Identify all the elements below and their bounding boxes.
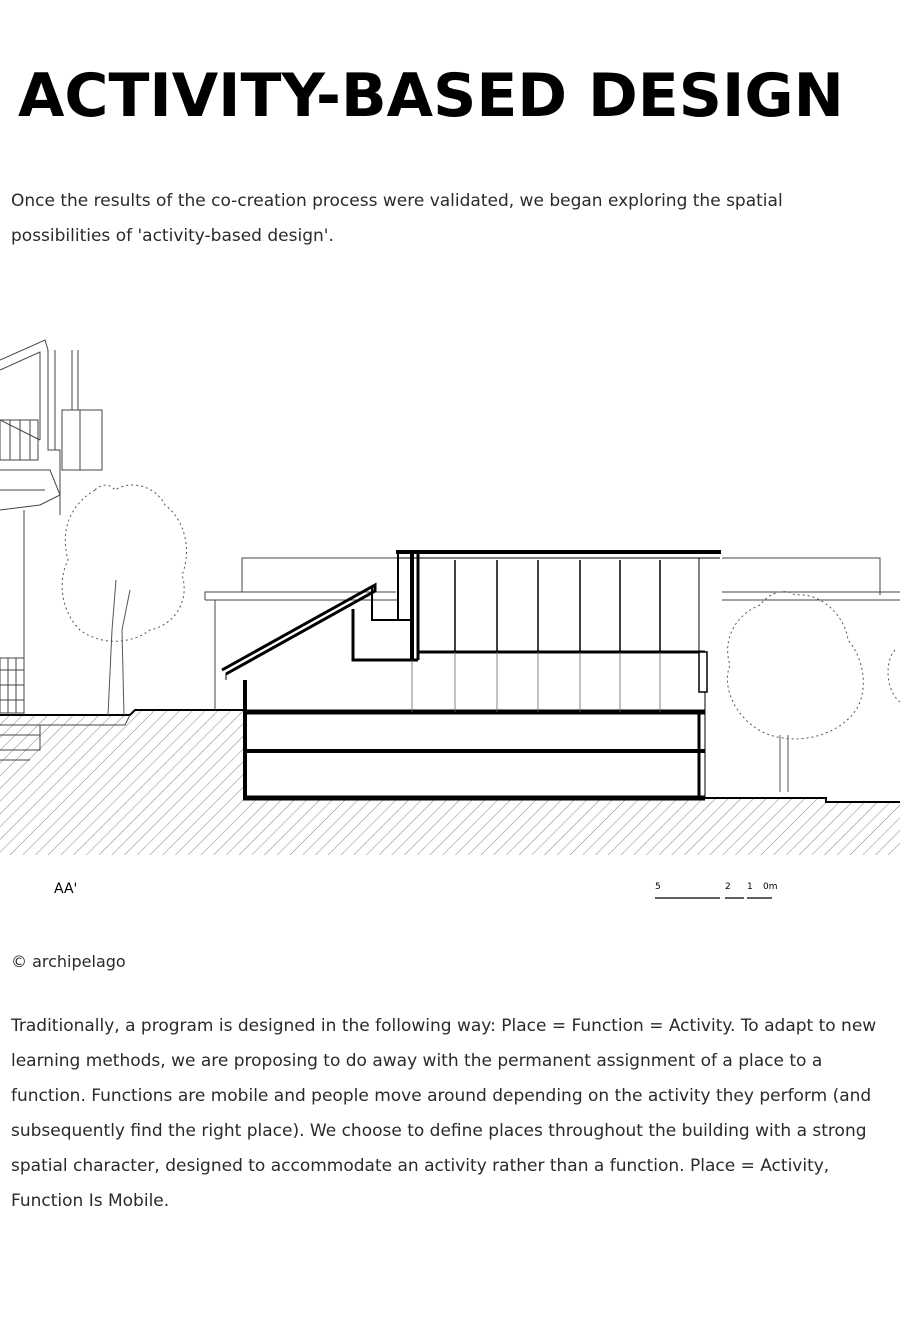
neighbour-building (0, 340, 130, 760)
main-building-section (222, 552, 721, 800)
tree-right (727, 592, 900, 792)
body-paragraph: Traditionally, a program is designed in the following way: Place = Function = Activity. To adapt to new learning methods, we are proposing to do away with the permanent assignment of a place to a function. Functions are mobile and people move around depending on the activity they perform (and subsequently find the right place). We choose to define places throughout the building with a strong spatial character, designed to accommodate an activity rather than a function. Place = Activity, Function Is Mobile. (11, 1016, 877, 1211)
scale-bar (655, 882, 778, 898)
page-title: ACTIVITY-BASED DESIGN (18, 61, 844, 131)
scale-label-1: 1 (747, 882, 753, 892)
tree-left (62, 485, 186, 715)
scale-label-2: 2 (725, 882, 731, 892)
scale-label-0m: 0m (763, 882, 778, 892)
section-drawing (0, 330, 900, 910)
image-credit: © archipelago (11, 952, 126, 971)
section-label: AA' (54, 881, 78, 897)
ground-hatch (0, 710, 900, 855)
scale-label-5: 5 (655, 882, 661, 892)
background-buildings (205, 558, 900, 710)
intro-paragraph: Once the results of the co-creation process were validated, we began exploring the spatial possibilities of 'activity-based design'. (11, 191, 783, 246)
